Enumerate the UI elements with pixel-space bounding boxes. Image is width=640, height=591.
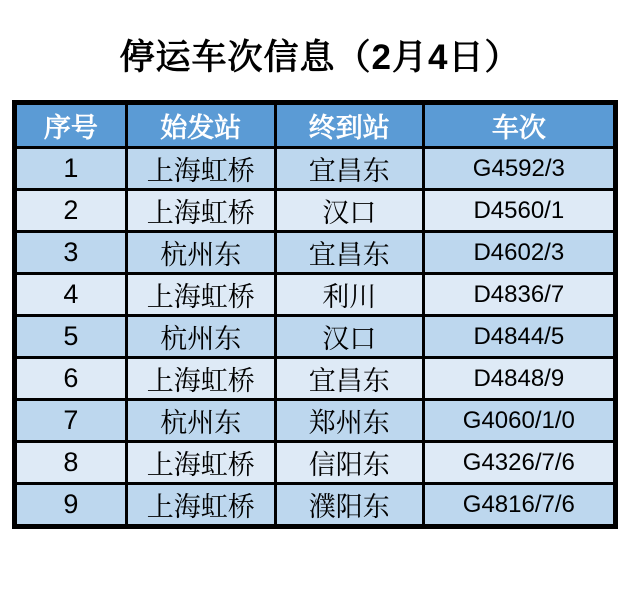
cell-seq: 3 <box>15 232 127 274</box>
col-header-origin: 始发站 <box>126 103 275 148</box>
cell-train-no: D4848/9 <box>423 358 615 400</box>
cell-train-no: D4836/7 <box>423 274 615 316</box>
cell-origin: 上海虹桥 <box>126 442 275 484</box>
col-header-train-no: 车次 <box>423 103 615 148</box>
table-row <box>15 358 616 400</box>
page-title: 停运车次信息（2月4日） <box>119 38 521 77</box>
cell-seq: 7 <box>15 400 127 442</box>
cell-origin: 杭州东 <box>126 316 275 358</box>
cell-destination: 利川 <box>275 274 423 316</box>
cell-train-no: D4560/1 <box>423 190 615 232</box>
cell-seq: 9 <box>15 484 127 527</box>
cell-seq: 2 <box>15 190 127 232</box>
col-header-seq: 序号 <box>15 103 127 148</box>
cell-destination: 信阳东 <box>275 442 423 484</box>
cell-origin: 上海虹桥 <box>126 484 275 527</box>
table-body <box>15 148 616 527</box>
table-header-row <box>15 103 616 148</box>
table-row <box>15 442 616 484</box>
cell-destination: 郑州东 <box>275 400 423 442</box>
cell-destination: 宜昌东 <box>275 358 423 400</box>
cell-train-no: D4602/3 <box>423 232 615 274</box>
table-row <box>15 274 616 316</box>
cell-origin: 杭州东 <box>126 400 275 442</box>
cell-train-no: G4060/1/0 <box>423 400 615 442</box>
cell-seq: 1 <box>15 148 127 190</box>
cell-seq: 6 <box>15 358 127 400</box>
cell-origin: 上海虹桥 <box>126 190 275 232</box>
cell-destination: 汉口 <box>275 316 423 358</box>
cell-destination: 濮阳东 <box>275 484 423 527</box>
cell-destination: 宜昌东 <box>275 232 423 274</box>
table-row <box>15 190 616 232</box>
table-row <box>15 148 616 190</box>
cell-seq: 8 <box>15 442 127 484</box>
cell-train-no: G4592/3 <box>423 148 615 190</box>
suspended-trains-table <box>12 100 618 529</box>
table-row <box>15 484 616 527</box>
cell-origin: 杭州东 <box>126 232 275 274</box>
cell-seq: 4 <box>15 274 127 316</box>
table-row <box>15 316 616 358</box>
cell-origin: 上海虹桥 <box>126 358 275 400</box>
cell-origin: 上海虹桥 <box>126 148 275 190</box>
cell-origin: 上海虹桥 <box>126 274 275 316</box>
cell-seq: 5 <box>15 316 127 358</box>
cell-train-no: G4326/7/6 <box>423 442 615 484</box>
table-row <box>15 232 616 274</box>
cell-destination: 汉口 <box>275 190 423 232</box>
table-row <box>15 103 616 148</box>
cell-train-no: G4816/7/6 <box>423 484 615 527</box>
cell-train-no: D4844/5 <box>423 316 615 358</box>
col-header-destination: 终到站 <box>275 103 423 148</box>
table-row <box>15 400 616 442</box>
cell-destination: 宜昌东 <box>275 148 423 190</box>
